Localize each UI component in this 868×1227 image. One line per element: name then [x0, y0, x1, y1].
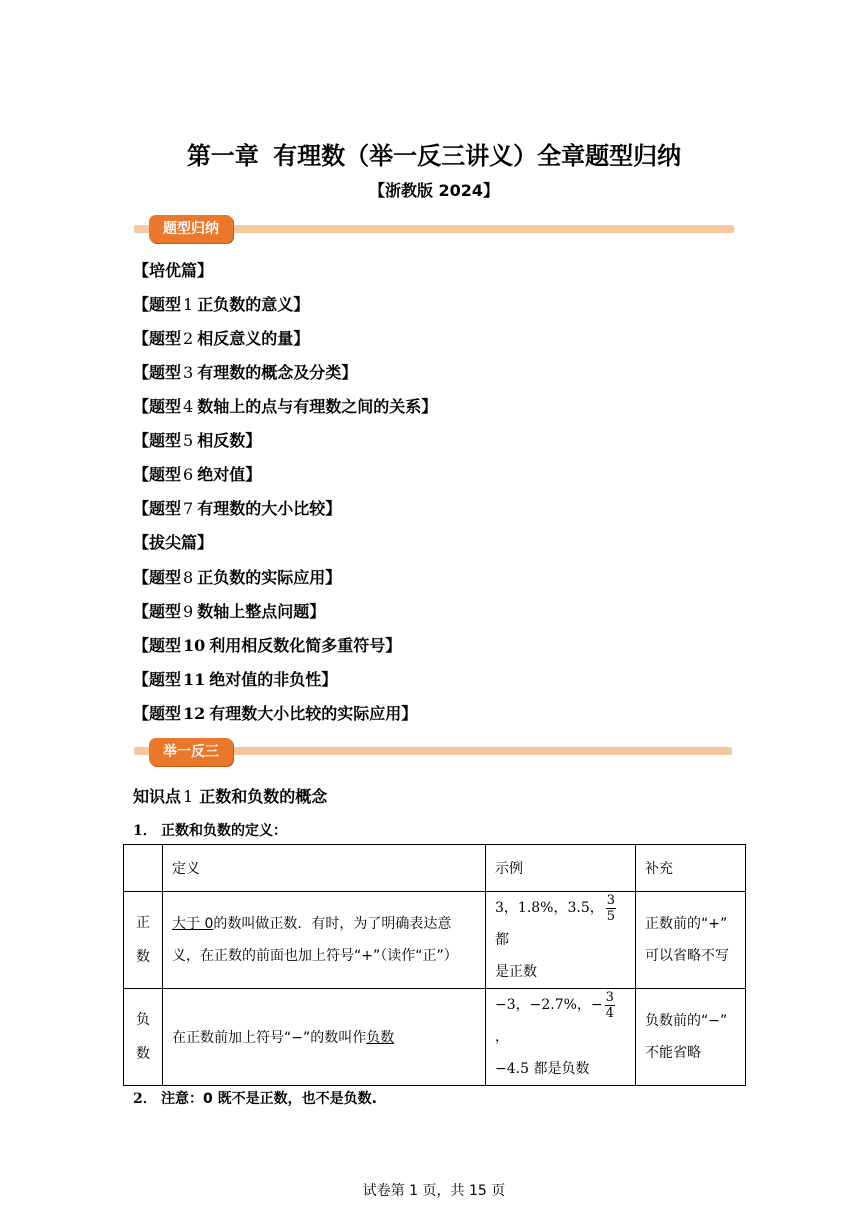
negative-supplement-cell: 负数前的“−” 不能省略 [636, 989, 746, 1086]
topic-item: 【题型 1 正负数的意义】 [133, 295, 310, 314]
knowledge-point-heading: 知识点 1 正数和负数的概念 [133, 787, 328, 806]
topic-item: 【题型 7 有理数的大小比较】 [133, 499, 342, 518]
topic-item: 【题型 9 数轴上整点问题】 [133, 602, 326, 621]
positive-supplement-cell: 正数前的“+” 可以省略不写 [636, 892, 746, 989]
positive-example-cell: 3，1.8%，3.5， $\frac{3}{5}$ 都 是正数 [486, 892, 636, 989]
table-header-cell: 补充 [636, 845, 746, 892]
page-title: 第一章 有理数（举一反三讲义）全章题型归纳 [186, 142, 682, 170]
row-label-positive: 正 数 [124, 892, 163, 989]
topic-item: 【题型 11 绝对值的非负性】 [133, 670, 338, 689]
fraction: $\frac{3}{4}$ [605, 989, 614, 1021]
page-footer: 试卷第 1 页，共 15 页 [362, 1183, 506, 1199]
section-tab-topics: 题型归纳 [149, 215, 233, 243]
group-label-peiyou: 【培优篇】 [133, 261, 214, 280]
topic-item: 【题型 10 利用相反数化简多重符号】 [133, 636, 402, 655]
topic-item: 【题型 4 数轴上的点与有理数之间的关系】 [133, 397, 438, 416]
topic-item: 【题型 5 相反数】 [133, 431, 262, 450]
section-tab-practice: 举一反三 [149, 738, 233, 766]
table-row-positive [124, 892, 746, 989]
note-zero: 2． 注意：0 既不是正数，也不是负数. [133, 1091, 377, 1107]
row-label-negative: 负 数 [124, 989, 163, 1086]
fraction: $\frac{3}{5}$ [606, 892, 616, 924]
table-header-empty [124, 845, 163, 892]
table-row-negative [124, 989, 746, 1086]
page-subtitle: 【浙教版 2024】 [368, 181, 500, 200]
topic-item: 【题型 2 相反意义的量】 [133, 329, 310, 348]
negative-definition-cell: 在正数前加上符号“−”的数叫作负数 [163, 989, 486, 1086]
topic-item: 【题型 3 有理数的概念及分类】 [133, 363, 358, 382]
topic-item: 【题型 8 正负数的实际应用】 [133, 568, 342, 587]
table-header-row [124, 845, 746, 892]
topic-item: 【题型 6 绝对值】 [133, 465, 262, 484]
positive-definition-cell: 大于 0的数叫做正数．有时，为了明确表达意 义，在正数的前面也加上符号“+”（读作“正”） [163, 892, 486, 989]
table-header-cell: 示例 [486, 845, 636, 892]
table-header-cell: 定义 [163, 845, 486, 892]
topic-item: 【题型 12 有理数大小比较的实际应用】 [133, 704, 418, 723]
negative-example-cell: −3，−2.7%，− $\frac{3}{4}$ ， −4.5 都是负数 [486, 989, 636, 1086]
definition-table [123, 844, 746, 1086]
group-label-bajian: 【拔尖篇】 [133, 533, 214, 552]
definition-heading: 1． 正数和负数的定义： [133, 823, 287, 839]
